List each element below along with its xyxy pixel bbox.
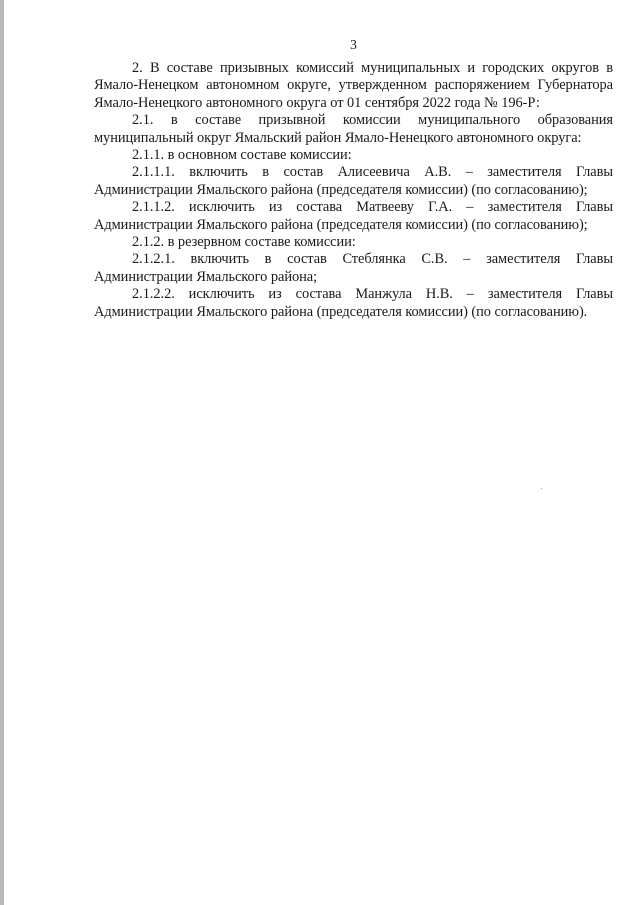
scan-speck [541,488,542,489]
paragraph-2-1-2: 2.1.2. в резервном составе комиссии: [132,234,356,251]
paragraph-2-1-1-1: 2.1.1.1. включить в состав Алисеевича А.В. – заместителя Главы Администрации Ямальского района (председателя комиссии) (по согласованию); [94,164,613,198]
page-number: 3 [350,37,357,52]
page-left-edge [0,0,4,905]
paragraph-2: 2. В составе призывных комиссий муниципальных и городских округов в Ямало-Ненецком автономном округе, утвержденном распоряжением Губернатора Ямало-Ненецкого автономного округа от 01 сентября 2022 года № 196-Р: [94,60,613,111]
document-page [94,36,613,321]
paragraph-2-1-1-2: 2.1.1.2. исключить из состава Матвееву Г.А. – заместителя Главы Администрации Ямальского района (председателя комиссии) (по согласованию); [94,199,613,233]
paragraph-2-1-2-1: 2.1.2.1. включить в состав Стеблянка С.В. – заместителя Главы Администрации Ямальского района; [94,251,613,285]
paragraph-2-1-2-2: 2.1.2.2. исключить из состава Манжула Н.В. – заместителя Главы Администрации Ямальского района (председателя комиссии) (по согласованию). [94,286,613,320]
paragraph-2-1: 2.1. в составе призывной комиссии муниципального образования муниципальный округ Ямальский район Ямало-Ненецкого автономного округа: [94,112,613,146]
paragraph-2-1-1: 2.1.1. в основном составе комиссии: [132,147,352,164]
